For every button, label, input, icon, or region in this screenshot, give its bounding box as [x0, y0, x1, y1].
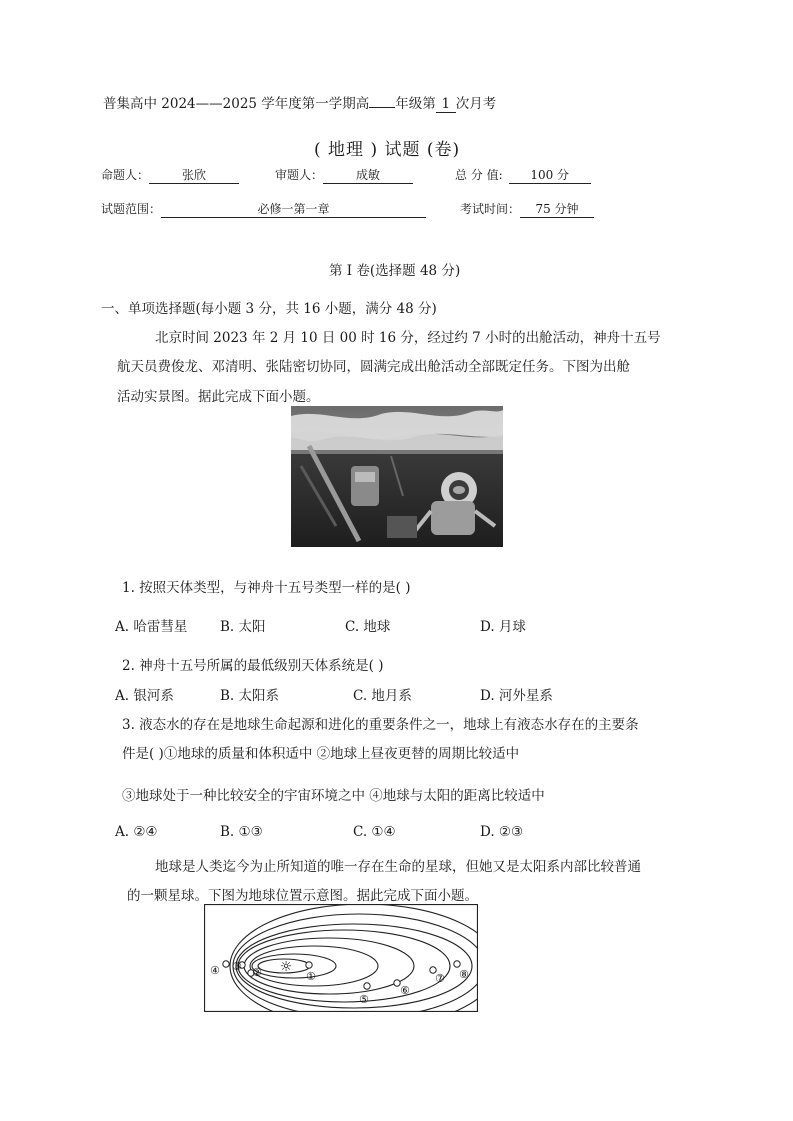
info-reviewer	[275, 166, 413, 184]
exam-number-blank[interactable]: 1	[436, 97, 456, 113]
planet-8	[454, 961, 460, 967]
question-3-stem-line-2: 件是( )①地球的质量和体积适中 ②地球上昼夜更替的周期比较适中	[122, 746, 520, 762]
time-field[interactable]: 75 分钟	[520, 202, 594, 218]
header-monthly-exam: 次月考	[455, 96, 497, 112]
planet-label-1: ①	[306, 970, 316, 983]
planet-label-4: ④	[210, 964, 220, 977]
passage-1-line-1: 北京时间 2023 年 2 月 10 日 00 时 16 分，经过约 7 小时的出舱活动，神舟十五号	[155, 330, 661, 346]
scope-field[interactable]: 必修一第一章	[161, 202, 426, 218]
question-3-stem-line-1: 3. 液态水的存在是地球生命起源和进化的重要条件之一，地球上有液态水存在的主要条	[122, 717, 639, 733]
question-3-stem-line-3: ③地球处于一种比较安全的宇宙环境之中 ④地球与太阳的距离比较适中	[122, 788, 545, 804]
passage-2-line-2: 的一颗星球。下图为地球位置示意图。据此完成下面小题。	[127, 888, 478, 904]
question-1-option-d[interactable]: D. 月球	[480, 619, 526, 635]
passage-1-line-3: 活动实景图。据此完成下面小题。	[117, 389, 320, 405]
question-1-option-b[interactable]: B. 太阳	[220, 619, 266, 635]
planet-label-3: ③	[232, 960, 242, 973]
score-label: 总 分 值:	[455, 168, 503, 182]
passage-1-line-2: 航天员费俊龙、邓清明、张陆密切协同，圆满完成出舱活动全部既定任务。下图为出舱	[117, 359, 630, 375]
sun-symbol: ☼	[279, 959, 293, 975]
earth-position-diagram	[204, 904, 478, 1012]
scope-label: 试题范围：	[101, 202, 162, 216]
planet-4	[223, 961, 229, 967]
info-row-2	[101, 200, 426, 218]
planet-label-6: ⑥	[400, 984, 410, 997]
subject-name: ( 地理 )	[314, 140, 379, 160]
page-title	[314, 135, 460, 160]
planet-label-7: ⑦	[435, 972, 445, 985]
question-2-option-c[interactable]: C. 地月系	[353, 688, 412, 704]
reviewer-label: 审题人：	[275, 168, 324, 182]
question-2-option-d[interactable]: D. 河外星系	[480, 688, 553, 704]
header-grade-label: 年级第	[395, 96, 436, 112]
part-heading: 一、单项选择题(每小题 3 分，共 16 小题，满分 48 分)	[101, 301, 437, 317]
spacewalk-photo	[291, 406, 503, 547]
question-3-option-b[interactable]: B. ①③	[220, 824, 263, 840]
question-3-option-d[interactable]: D. ②③	[480, 824, 524, 840]
author-label: 命题人：	[101, 168, 150, 182]
info-time	[460, 200, 594, 218]
grade-blank[interactable]	[369, 107, 395, 108]
header-school-year: 普集高中 2024——2025 学年度第一学期高	[103, 96, 370, 112]
score-field[interactable]: 100 分	[509, 168, 591, 184]
question-2-option-b[interactable]: B. 太阳系	[220, 688, 280, 704]
section-title: 第 I 卷(选择题 48 分)	[329, 263, 461, 279]
question-1-option-c[interactable]: C. 地球	[345, 619, 391, 635]
info-score	[455, 166, 591, 184]
question-1-stem: 1. 按照天体类型，与神舟十五号类型一样的是( )	[122, 580, 411, 596]
reviewer-field[interactable]: 成敏	[323, 168, 413, 184]
question-2-option-a[interactable]: A. 银河系	[115, 688, 174, 704]
exam-header	[103, 92, 496, 113]
question-2-stem: 2. 神舟十五号所属的最低级别天体系统是( )	[122, 658, 384, 674]
planet-5	[364, 983, 370, 989]
question-3-option-c[interactable]: C. ①④	[353, 824, 396, 840]
time-label: 考试时间：	[460, 202, 521, 216]
title-suffix: 试题 (卷)	[384, 140, 461, 160]
planet-label-8: ⑧	[459, 968, 469, 981]
passage-2-line-1: 地球是人类迄今为止所知道的唯一存在生命的星球，但她又是太阳系内部比较普通	[155, 859, 641, 875]
planet-label-5: ⑤	[359, 993, 369, 1006]
info-row-1	[101, 166, 239, 184]
author-field[interactable]: 张欣	[149, 168, 239, 184]
planet-1	[306, 962, 312, 968]
question-1-option-a[interactable]: A. 哈雷彗星	[115, 619, 188, 635]
question-3-option-a[interactable]: A. ②④	[115, 824, 158, 840]
planet-label-2: ②	[252, 966, 262, 979]
